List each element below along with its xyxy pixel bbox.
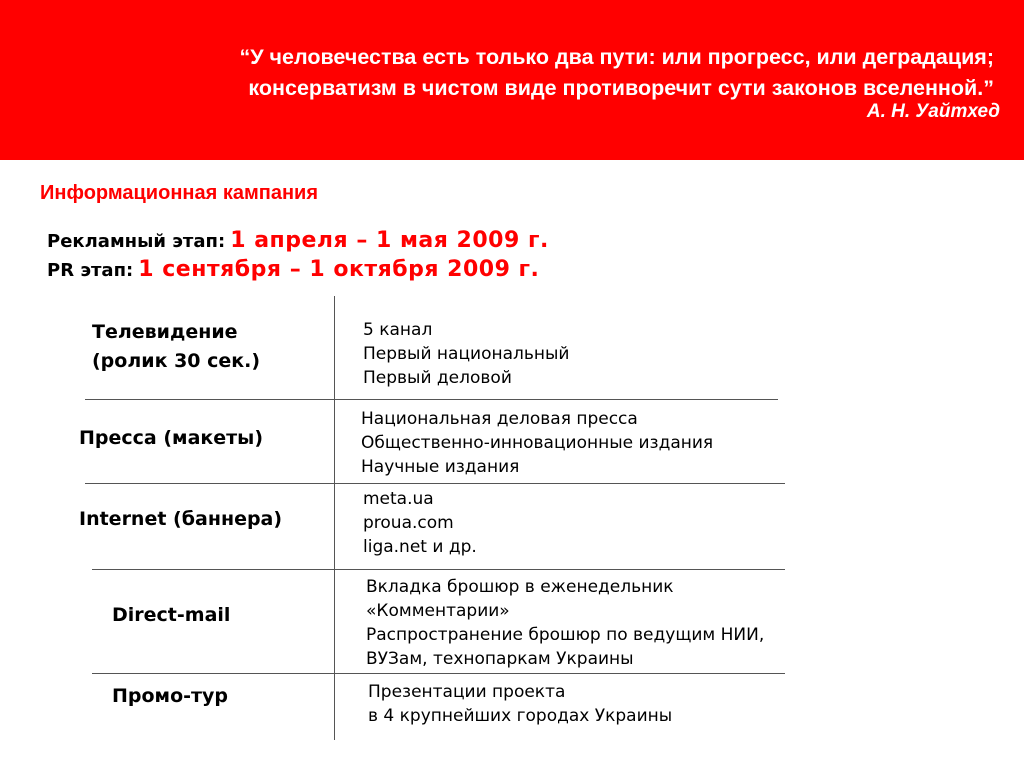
channel-directmail-items — [366, 575, 764, 671]
section-title: Информационная кампания — [40, 182, 319, 204]
quote-text — [34, 42, 994, 104]
channel-item: Первый деловой — [363, 368, 512, 388]
pr-stage-label: PR этап: — [47, 260, 134, 281]
channel-label-line: Телевидение — [92, 321, 238, 343]
row-divider — [85, 483, 785, 484]
quote-line: консерватизм в чистом виде противоречит сути законов вселенной.” — [248, 76, 994, 100]
channel-promotour-items — [368, 680, 672, 728]
channel-item: Национальная деловая пресса — [361, 409, 638, 429]
pr-stage-dates: 1 сентября – 1 октября 2009 г. — [138, 257, 540, 282]
channel-item: «Комментарии» — [366, 601, 510, 621]
row-divider — [92, 569, 785, 570]
channel-item: Вкладка брошюр в еженедельник — [366, 577, 674, 597]
channel-item: Научные издания — [361, 457, 520, 477]
channel-item: 5 канал — [363, 320, 433, 340]
channel-item: Общественно-инновационные издания — [361, 433, 714, 453]
quote-line: “У человечества есть только два пути: или прогресс, или деградация; — [239, 45, 994, 69]
channel-item: Презентации проекта — [368, 682, 566, 702]
ad-stage-label: Рекламный этап: — [47, 231, 226, 252]
channel-tv-label — [92, 318, 260, 376]
row-divider — [85, 399, 778, 400]
channel-tv-items — [363, 318, 569, 390]
row-divider — [92, 673, 785, 674]
channel-press-items — [361, 407, 713, 479]
channel-label-line: (ролик 30 сек.) — [92, 350, 261, 372]
channel-item: proua.com — [363, 513, 454, 533]
channel-item: ВУЗам, технопаркам Украины — [366, 649, 634, 669]
channel-item: liga.net и др. — [363, 537, 477, 557]
pr-stage — [47, 257, 539, 282]
channel-item: meta.ua — [363, 489, 434, 509]
ad-stage — [47, 228, 549, 253]
channel-item: Распространение брошюр по ведущим НИИ, — [366, 625, 765, 645]
channel-item: в 4 крупнейших городах Украины — [368, 706, 673, 726]
channel-directmail-label: Direct-mail — [112, 604, 231, 626]
ad-stage-dates: 1 апреля – 1 мая 2009 г. — [230, 228, 549, 253]
quote-author: А. Н. Уайтхед — [866, 101, 1000, 122]
channel-item: Первый национальный — [363, 344, 570, 364]
channel-internet-items — [363, 487, 477, 559]
channel-promotour-label: Промо-тур — [112, 685, 229, 707]
channel-press-label: Пресса (макеты) — [79, 427, 264, 449]
channel-internet-label: Internet (баннера) — [79, 508, 283, 530]
